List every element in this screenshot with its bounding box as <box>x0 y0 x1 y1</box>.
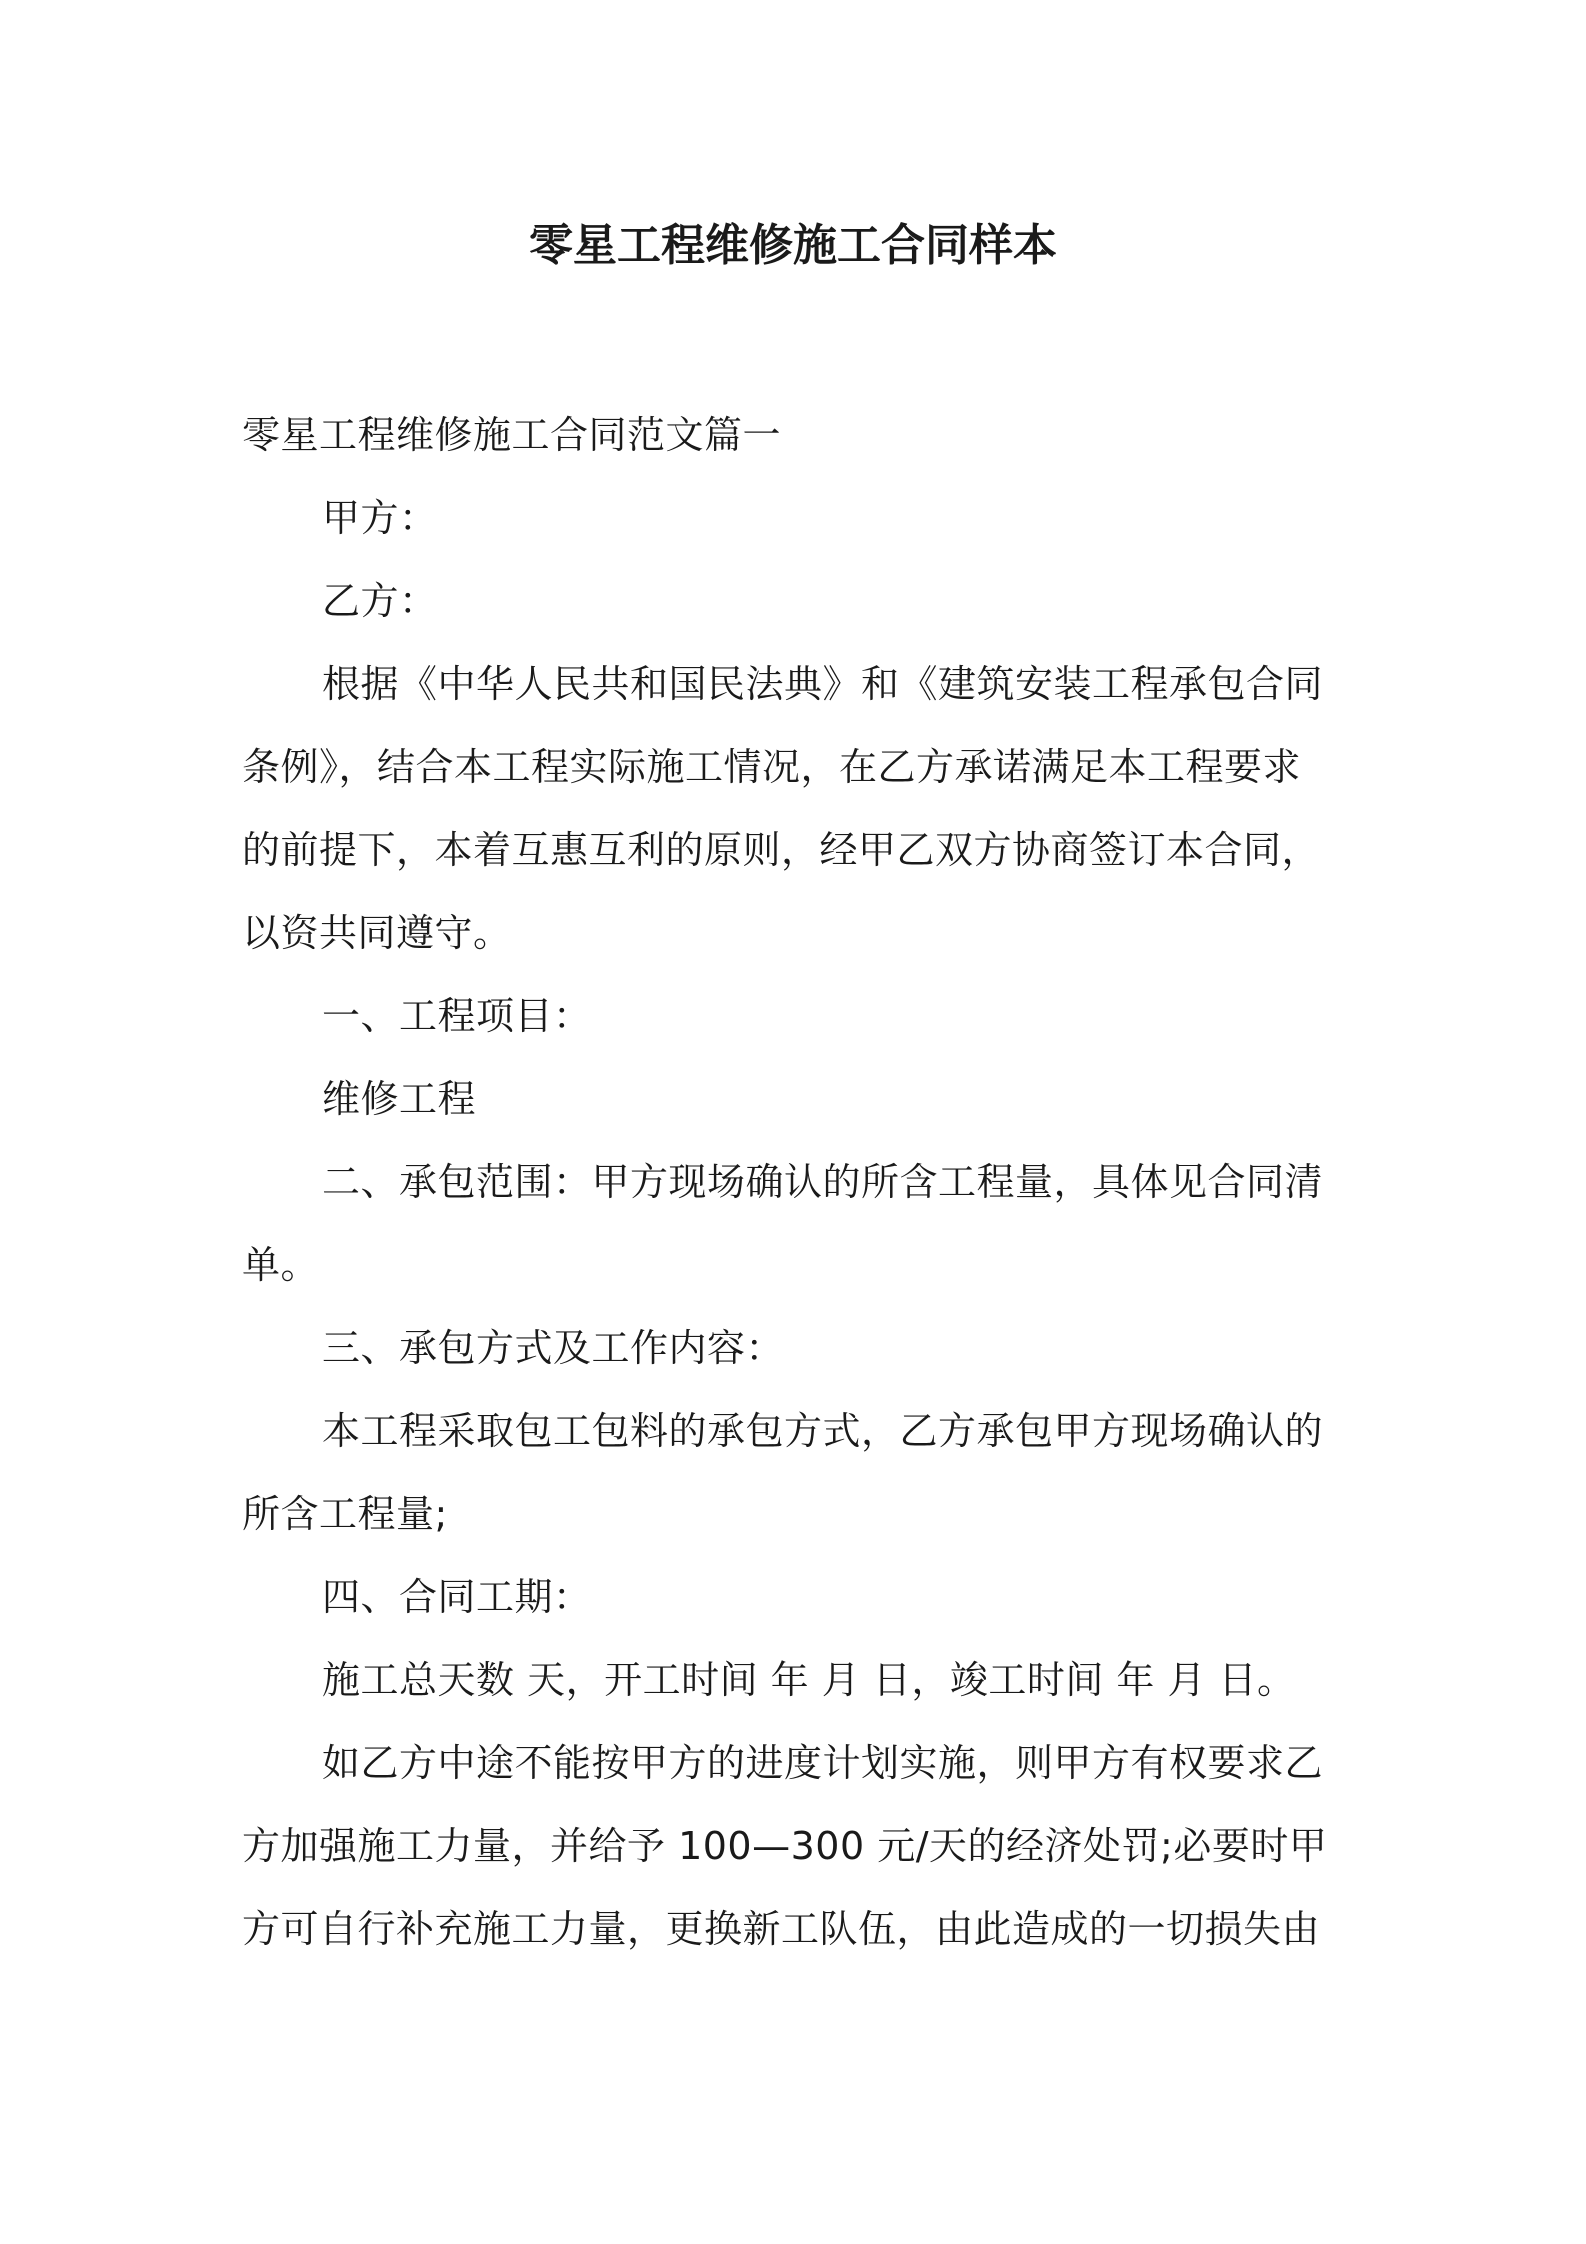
paragraph-line: 以资共同遵守。 <box>242 911 512 955</box>
paragraph-line: 所含工程量; <box>242 1492 448 1536</box>
document-title: 零星工程维修施工合同样本 <box>529 220 1057 271</box>
section-heading: 一、工程项目： <box>322 994 592 1038</box>
paragraph-line: 本工程采取包工包料的承包方式，乙方承包甲方现场确认的 <box>322 1409 1324 1453</box>
paragraph-line: 方加强施工力量，并给予 100—300 元/天的经济处罚;必要时甲 <box>242 1824 1328 1868</box>
subtitle-line: 零星工程维修施工合同范文篇一 <box>242 413 782 457</box>
paragraph-line: 施工总天数 天，开工时间 年 月 日，竣工时间 年 月 日。 <box>322 1658 1296 1702</box>
paragraph-line: 根据《中华人民共和国民法典》和《建筑安装工程承包合同 <box>322 662 1324 706</box>
section-heading: 三、承包方式及工作内容： <box>322 1326 785 1370</box>
paragraph-line: 条例》，结合本工程实际施工情况，在乙方承诺满足本工程要求 <box>242 745 1302 789</box>
paragraph-line: 单。 <box>242 1243 320 1287</box>
paragraph-line: 方可自行补充施工力量，更换新工队伍，由此造成的一切损失由 <box>242 1907 1321 1951</box>
paragraph-line: 的前提下，本着互惠互利的原则，经甲乙双方协商签订本合同， <box>242 828 1321 872</box>
paragraph-line: 维修工程 <box>322 1077 477 1121</box>
paragraph-line: 如乙方中途不能按甲方的进度计划实施，则甲方有权要求乙 <box>322 1741 1324 1785</box>
section-heading: 四、合同工期： <box>322 1575 592 1619</box>
section-heading: 二、承包范围：甲方现场确认的所含工程量，具体见合同清 <box>322 1160 1324 1204</box>
party-a-line: 甲方： <box>322 496 438 540</box>
party-b-line: 乙方： <box>322 579 438 623</box>
